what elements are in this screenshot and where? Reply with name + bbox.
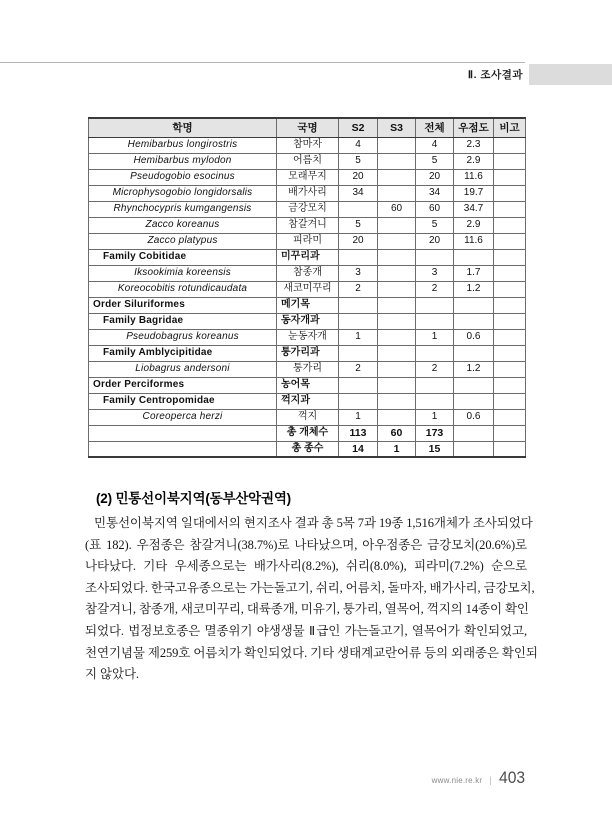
- table-cell-kor: 새코미꾸리: [277, 281, 339, 297]
- table-body: [89, 137, 526, 457]
- table-row: [89, 345, 526, 361]
- table-cell-s3: 60: [378, 201, 416, 217]
- table-row: [89, 265, 526, 281]
- header-rule: [0, 62, 525, 63]
- table-cell-dom: [454, 313, 494, 329]
- table-cell-note: [494, 169, 526, 185]
- table-cell-kor: 참갈겨니: [277, 217, 339, 233]
- table-cell-dom: 2.3: [454, 137, 494, 153]
- table-cell-s3: [378, 249, 416, 265]
- table-cell-dom: 11.6: [454, 169, 494, 185]
- table-cell-s3: [378, 281, 416, 297]
- page-number: 403: [498, 768, 525, 787]
- paragraph-line: 지 않았다.: [85, 667, 139, 682]
- table-header-cell: 비고: [494, 118, 526, 137]
- table-cell-dom: [454, 249, 494, 265]
- table-row: [89, 201, 526, 217]
- table-row: [89, 441, 526, 457]
- table-cell-s2: 5: [339, 153, 378, 169]
- table-cell-s3: [378, 217, 416, 233]
- table-cell-s3: [378, 377, 416, 393]
- table-cell-dom: 0.6: [454, 329, 494, 345]
- table-cell-sci: Family Bagridae: [89, 313, 277, 329]
- table-cell-sci: Hemibarbus mylodon: [89, 153, 277, 169]
- table-cell-note: [494, 233, 526, 249]
- table-cell-sci: Pseudobagrus koreanus: [89, 329, 277, 345]
- table-cell-dom: [454, 297, 494, 313]
- table-cell-s2: [339, 313, 378, 329]
- table-row: [89, 217, 526, 233]
- table-cell-s2: 1: [339, 409, 378, 425]
- table-cell-total: [416, 249, 454, 265]
- table-cell-sci: Family Cobitidae: [89, 249, 277, 265]
- table-cell-total: [416, 377, 454, 393]
- table-cell-kor: 눈동자개: [277, 329, 339, 345]
- paragraph-line: 민통선이북지역 일대에서의 현지조사 결과 총 5목 7과 19종 1,516개체가 조사되었다: [94, 516, 533, 530]
- table-cell-dom: 34.7: [454, 201, 494, 217]
- table-cell-note: [494, 441, 526, 457]
- table-cell-s2: 2: [339, 361, 378, 377]
- table-cell-s3: [378, 233, 416, 249]
- table-cell-note: [494, 297, 526, 313]
- table-cell-kor: 배가사리: [277, 185, 339, 201]
- table-cell-total: 5: [416, 217, 454, 233]
- table-cell-dom: [454, 393, 494, 409]
- table-cell-total: 20: [416, 169, 454, 185]
- table-cell-note: [494, 281, 526, 297]
- table-cell-s2: 3: [339, 265, 378, 281]
- footer-site-url: www.nie.re.kr: [431, 776, 483, 785]
- table-cell-note: [494, 409, 526, 425]
- table-cell-s2: 2: [339, 281, 378, 297]
- page-footer: [0, 768, 527, 788]
- table-cell-s3: [378, 153, 416, 169]
- table-cell-sci: Hemibarbus longirostris: [89, 137, 277, 153]
- table-cell-s2: 34: [339, 185, 378, 201]
- table-cell-s2: 20: [339, 233, 378, 249]
- table-row: [89, 393, 526, 409]
- table-cell-dom: 1.2: [454, 281, 494, 297]
- table-cell-s3: [378, 361, 416, 377]
- section-heading: (2) 민통선이북지역(동부산악권역): [96, 491, 291, 506]
- table-row: [89, 233, 526, 249]
- table-cell-s3: [378, 409, 416, 425]
- table-header-cell: 우점도: [454, 118, 494, 137]
- table-cell-kor: 꺽지과: [277, 393, 339, 409]
- table-cell-total: 2: [416, 361, 454, 377]
- table-cell-kor: 동자개과: [277, 313, 339, 329]
- table-cell-s3: 1: [378, 441, 416, 457]
- table-cell-sci: Iksookimia koreensis: [89, 265, 277, 281]
- table-cell-total: [416, 313, 454, 329]
- table-cell-dom: 1.2: [454, 361, 494, 377]
- table-header-cell: 학명: [89, 118, 277, 137]
- table-cell-s2: [339, 249, 378, 265]
- table-cell-kor: 참종개: [277, 265, 339, 281]
- footer-separator: |: [489, 775, 492, 785]
- table-cell-total: [416, 393, 454, 409]
- table-cell-total: 20: [416, 233, 454, 249]
- table-cell-sci: Coreoperca herzi: [89, 409, 277, 425]
- table-cell-note: [494, 361, 526, 377]
- table-header-row: [89, 118, 526, 137]
- table-cell-kor: 참마자: [277, 137, 339, 153]
- table-cell-sci: Family Amblycipitidae: [89, 345, 277, 361]
- table-cell-s2: [339, 297, 378, 313]
- table-cell-total: 3: [416, 265, 454, 281]
- table-cell-s3: [378, 393, 416, 409]
- species-table: [88, 117, 526, 458]
- table-cell-dom: 2.9: [454, 153, 494, 169]
- table-header: [89, 118, 526, 137]
- table-cell-total: 5: [416, 153, 454, 169]
- table-cell-sci: Zacco platypus: [89, 233, 277, 249]
- table-cell-s3: [378, 345, 416, 361]
- table-row: [89, 185, 526, 201]
- table-cell-s2: [339, 345, 378, 361]
- table-cell-dom: 11.6: [454, 233, 494, 249]
- table-cell-total: 173: [416, 425, 454, 441]
- table-cell-total: 1: [416, 409, 454, 425]
- table-cell-s3: [378, 297, 416, 313]
- table-row: [89, 281, 526, 297]
- paragraph-line: 나타났다. 기타 우세종으로는 배가사리(8.2%), 쉬리(8.0%), 피라미(7.2%) 순으로: [85, 559, 527, 574]
- table-cell-s3: 60: [378, 425, 416, 441]
- table-cell-note: [494, 329, 526, 345]
- page-header-section-title: Ⅱ. 조사결과: [467, 69, 523, 81]
- table-cell-kor: 모래무지: [277, 169, 339, 185]
- table-row: [89, 297, 526, 313]
- table-cell-kor: 총 개체수: [277, 425, 339, 441]
- chapter-edge-tab: [529, 64, 612, 85]
- table-header-cell: S3: [378, 118, 416, 137]
- table-cell-s2: 4: [339, 137, 378, 153]
- table-cell-kor: 메기목: [277, 297, 339, 313]
- table-cell-note: [494, 313, 526, 329]
- table-cell-note: [494, 393, 526, 409]
- table-row: [89, 313, 526, 329]
- table-cell-note: [494, 345, 526, 361]
- table-cell-note: [494, 137, 526, 153]
- table-row: [89, 361, 526, 377]
- table-cell-sci: Order Perciformes: [89, 377, 277, 393]
- table-cell-dom: 1.7: [454, 265, 494, 281]
- table-row: [89, 169, 526, 185]
- table-cell-s2: [339, 393, 378, 409]
- table-cell-s3: [378, 137, 416, 153]
- table-cell-note: [494, 425, 526, 441]
- table-cell-sci: Pseudogobio esocinus: [89, 169, 277, 185]
- table-cell-total: 4: [416, 137, 454, 153]
- table-cell-note: [494, 153, 526, 169]
- table-cell-total: 1: [416, 329, 454, 345]
- table-row: [89, 329, 526, 345]
- table-cell-note: [494, 185, 526, 201]
- table-cell-kor: 꺽지: [277, 409, 339, 425]
- table-row: [89, 153, 526, 169]
- table-header-cell: 국명: [277, 118, 339, 137]
- table-cell-note: [494, 249, 526, 265]
- table-cell-sci: Liobagrus andersoni: [89, 361, 277, 377]
- table-cell-kor: 금강모치: [277, 201, 339, 217]
- table-cell-total: 60: [416, 201, 454, 217]
- table-cell-kor: 퉁가리과: [277, 345, 339, 361]
- table-header-cell: 전체: [416, 118, 454, 137]
- table-cell-note: [494, 217, 526, 233]
- table-cell-dom: 0.6: [454, 409, 494, 425]
- table-cell-s2: 113: [339, 425, 378, 441]
- table-cell-sci: [89, 441, 277, 457]
- table-cell-s2: [339, 377, 378, 393]
- table-cell-s2: 1: [339, 329, 378, 345]
- paragraph-line: 조사되었다. 한국고유종으로는 가는돌고기, 쉬리, 어름치, 돌마자, 배가사리, 금강모치,: [85, 580, 535, 595]
- table-cell-dom: [454, 441, 494, 457]
- table-cell-sci: Zacco koreanus: [89, 217, 277, 233]
- table-cell-sci: [89, 425, 277, 441]
- table-cell-s2: 20: [339, 169, 378, 185]
- table-cell-dom: 2.9: [454, 217, 494, 233]
- paragraph-line: 참갈겨니, 참종개, 새코미꾸리, 대륙종개, 미유기, 퉁가리, 열목어, 꺽지의 14종이 확인: [85, 602, 529, 617]
- table-cell-dom: [454, 425, 494, 441]
- table-cell-kor: 총 종수: [277, 441, 339, 457]
- table-row: [89, 249, 526, 265]
- table-cell-s2: 14: [339, 441, 378, 457]
- table-cell-s3: [378, 313, 416, 329]
- table-cell-kor: 퉁가리: [277, 361, 339, 377]
- table-row: [89, 425, 526, 441]
- table-cell-s3: [378, 265, 416, 281]
- table-row: [89, 137, 526, 153]
- table-row: [89, 377, 526, 393]
- table-cell-sci: Microphysogobio longidorsalis: [89, 185, 277, 201]
- table-cell-dom: 19.7: [454, 185, 494, 201]
- table-cell-total: 15: [416, 441, 454, 457]
- body-paragraph: [85, 513, 538, 686]
- table-cell-dom: [454, 345, 494, 361]
- table-cell-total: [416, 345, 454, 361]
- table-cell-sci: Koreocobitis rotundicaudata: [89, 281, 277, 297]
- table-row: [89, 409, 526, 425]
- paragraph-line: 되었다. 법정보호종은 멸종위기 야생생물 Ⅱ급인 가는돌고기, 열목어가 확인되었고,: [85, 623, 527, 638]
- paragraph-line: 천연기념물 제259호 어름치가 확인되었다. 기타 생태계교란어류 등의 외래종은 확인되: [85, 645, 538, 660]
- table-cell-sci: Family Centropomidae: [89, 393, 277, 409]
- paragraph-line: (표 182). 우점종은 참갈겨니(38.7%)로 나타났으며, 아우점종은 금강모치(20.6%)로: [85, 537, 527, 552]
- table-header-cell: S2: [339, 118, 378, 137]
- table-cell-note: [494, 201, 526, 217]
- table-cell-sci: Order Siluriformes: [89, 297, 277, 313]
- table-cell-kor: 어름치: [277, 153, 339, 169]
- table-cell-kor: 미꾸리과: [277, 249, 339, 265]
- table-cell-total: 34: [416, 185, 454, 201]
- table-cell-kor: 농어목: [277, 377, 339, 393]
- table-cell-dom: [454, 377, 494, 393]
- table-cell-s2: 5: [339, 217, 378, 233]
- table-cell-s3: [378, 185, 416, 201]
- table-cell-total: [416, 297, 454, 313]
- table-cell-s2: [339, 201, 378, 217]
- table-cell-s3: [378, 329, 416, 345]
- table-cell-total: 2: [416, 281, 454, 297]
- table-cell-note: [494, 265, 526, 281]
- table-cell-s3: [378, 169, 416, 185]
- table-cell-sci: Rhynchocypris kumgangensis: [89, 201, 277, 217]
- table-cell-note: [494, 377, 526, 393]
- table-cell-kor: 피라미: [277, 233, 339, 249]
